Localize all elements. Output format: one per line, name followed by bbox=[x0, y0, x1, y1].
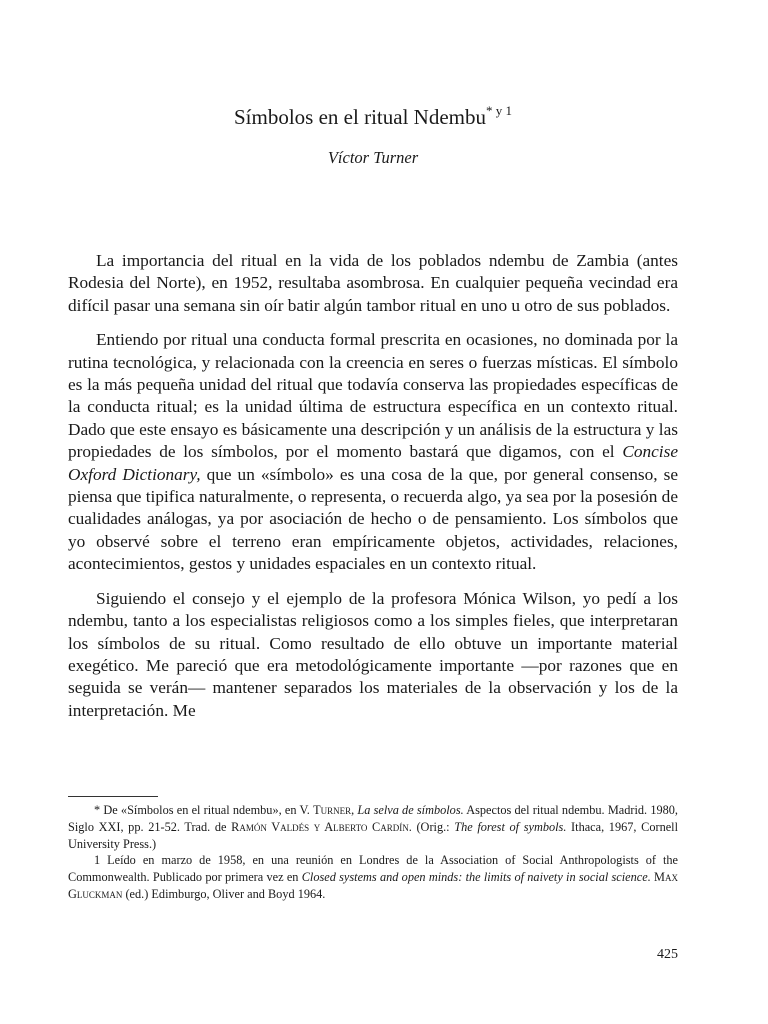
footnote-divider bbox=[68, 796, 158, 797]
paragraph-2 bbox=[68, 329, 678, 575]
paragraph-3: Siguiendo el consejo y el ejemplo de la profesora Mónica Wilson, yo pedí a los ndembu, tanto a los especialistas religiosos como a los simples fieles, que interpretaran los símbolos de su ritual. Como resultado de ello obtuve un importante material exegético. Me pareció que era metodológicamente importante —por razones que en seguida se verán— mantener separados los materiales de la observación y los de la interpretación. Me bbox=[68, 588, 678, 720]
paragraph-2-part-a: Entiendo por ritual una conducta formal prescrita en ocasiones, no dominada por la rutina tecnológica, y relacionada con la creencia en seres o fuerzas místicas. El símbolo es la más pequeña unidad del ritual que todavía conserva las propiedades específicas de la conducta ritual; es la unidad última de estructura específica en un contexto ritual. Dado que este ensayo es básicamente una descripción y un análisis de la estructura y las propiedades de los símbolos, por el momento bastará que digamos, con el bbox=[68, 330, 678, 462]
footnotes bbox=[68, 802, 678, 903]
footnote-1-original-title: The forest of symbols. bbox=[454, 819, 567, 834]
footnote-1-text-b: , bbox=[351, 803, 358, 817]
footnote-2-book-title: Closed systems and open minds: the limits of naivety in social science. bbox=[301, 870, 651, 885]
footnote-2-text-a: 1 Leído en marzo de 1958, en una reunión en Londres de la Association of Social Anthropologists of the Commonwealth. Publicado por primera vez en bbox=[68, 853, 678, 885]
paragraph-1: La importancia del ritual en la vida de los poblados ndembu de Zambia (antes Rodesia del Norte), en 1952, resultaba asombrosa. En cualquier pequeña vecindad era difícil pasar una semana sin oír batir algún tambor ritual en uno u otro de sus poblados. bbox=[68, 251, 678, 315]
footnote-1 bbox=[68, 802, 678, 852]
article-title bbox=[68, 103, 678, 131]
paragraph-2-part-b: que un «símbolo» es una cosa de la que, por general consenso, se piensa que tipifica naturalmente, o representa, o recuerda algo, ya sea por la posesión de cualidades análogas, ya por asociación de hecho o de pensamiento. Los símbolos que yo observé sobre el terreno eran empíricamente objetos, actividades, relaciones, acontecimientos, gestos y unidades espaciales en un contexto ritual. bbox=[68, 464, 679, 574]
footnote-1-text-e: Ithaca, 1967, Cornell University Press.) bbox=[68, 819, 679, 851]
title-footnote-marks: * y 1 bbox=[485, 103, 512, 118]
title-text: Símbolos en el ritual Ndembu bbox=[234, 105, 486, 129]
footnote-2-text-c: (ed.) Edimburgo, Oliver and Boyd 1964. bbox=[122, 886, 326, 901]
footnote-1-text-c: Aspectos del ritual ndembu. Madrid. 1980, Siglo XXI, pp. 21-52. Trad. de bbox=[68, 803, 678, 834]
footnote-1-author: Turner bbox=[313, 803, 352, 817]
page-number: 425 bbox=[657, 947, 678, 962]
footnote-2-editor: Max Gluckman bbox=[68, 870, 678, 901]
footnote-2 bbox=[68, 852, 678, 902]
footnote-1-book-title: La selva de símbolos. bbox=[357, 803, 464, 817]
author-name: Víctor Turner bbox=[327, 148, 419, 167]
footnote-1-text-a: * De «Símbolos en el ritual ndembu», en V. bbox=[94, 803, 314, 817]
paragraph-2-italic: Concise Oxford Dictionary, bbox=[68, 442, 678, 484]
footnote-1-translators: Ramón Valdés y Alberto Cardín bbox=[231, 819, 409, 834]
document-page bbox=[68, 0, 678, 1024]
footnote-1-text-d: . (Orig.: bbox=[408, 819, 455, 834]
body-text bbox=[68, 250, 678, 734]
